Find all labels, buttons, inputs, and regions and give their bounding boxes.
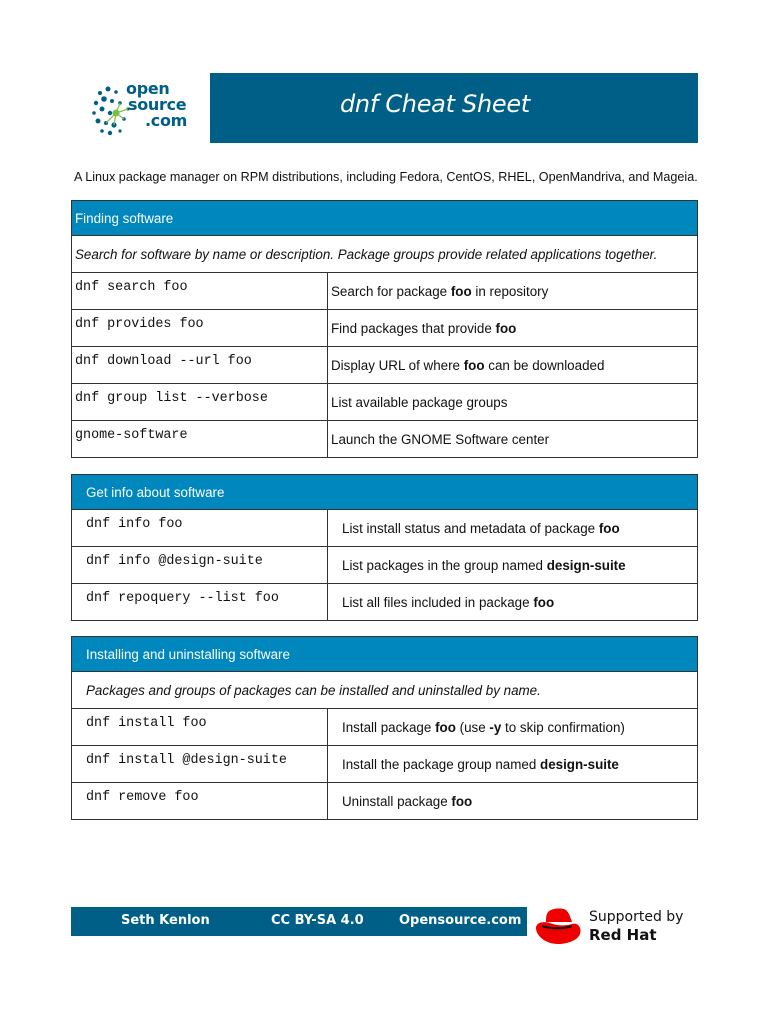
footer-license: CC BY-SA 4.0: [271, 913, 364, 928]
explanation-cell: Launch the GNOME Software center: [328, 421, 698, 458]
footer-author: Seth Kenlon: [121, 913, 210, 928]
section-get-info: [71, 474, 698, 621]
explanation-cell: Install the package group named design-suite: [328, 746, 698, 783]
table-row: [72, 709, 698, 746]
footer-site: Opensource.com: [399, 913, 522, 928]
table-row: [72, 310, 698, 347]
section-title: Get info about software: [72, 475, 698, 510]
opensource-logo: [70, 73, 210, 143]
page-title: dnf Cheat Sheet: [340, 90, 530, 118]
supported-by-redhat: [589, 909, 683, 944]
explanation-cell: Search for package foo in repository: [328, 273, 698, 310]
table-row: [72, 347, 698, 384]
explanation-cell: List packages in the group named design-suite: [328, 547, 698, 584]
explanation-cell: List install status and metadata of package foo: [328, 510, 698, 547]
table-row: [72, 384, 698, 421]
command-cell: dnf remove foo: [72, 783, 328, 820]
section-installing: [71, 636, 698, 820]
table-row: [72, 510, 698, 547]
logo-wordmark: [126, 81, 187, 129]
command-cell: dnf install @design-suite: [72, 746, 328, 783]
explanation-cell: List available package groups: [328, 384, 698, 421]
section-description: Search for software by name or description. Package groups provide related applications together.: [72, 236, 698, 273]
table-row: [72, 273, 698, 310]
redhat-wordmark: Red Hat: [589, 926, 657, 944]
table-row: [72, 746, 698, 783]
explanation-cell: Install package foo (use -y to skip confirmation): [328, 709, 698, 746]
explanation-cell: Uninstall package foo: [328, 783, 698, 820]
footer-bar: [71, 907, 527, 936]
table-row: [72, 421, 698, 458]
command-cell: dnf info @design-suite: [72, 547, 328, 584]
section-finding-software: [71, 200, 698, 458]
table-row: [72, 783, 698, 820]
section-title: Finding software: [72, 201, 698, 236]
explanation-cell: Find packages that provide foo: [328, 310, 698, 347]
table-row: [72, 584, 698, 621]
command-cell: dnf install foo: [72, 709, 328, 746]
command-cell: dnf search foo: [72, 273, 328, 310]
table-row: [72, 547, 698, 584]
logo-line-3: .com: [145, 111, 188, 130]
command-cell: gnome-software: [72, 421, 328, 458]
redhat-logo-icon: [534, 906, 584, 948]
supported-by-label: Supported by: [589, 909, 684, 925]
command-cell: dnf repoquery --list foo: [72, 584, 328, 621]
command-cell: dnf provides foo: [72, 310, 328, 347]
logo-line-2: source: [128, 95, 187, 114]
section-title: Installing and uninstalling software: [72, 637, 698, 672]
explanation-cell: Display URL of where foo can be downloaded: [328, 347, 698, 384]
command-cell: dnf group list --verbose: [72, 384, 328, 421]
explanation-cell: List all files included in package foo: [328, 584, 698, 621]
header-banner: [70, 73, 698, 143]
command-cell: dnf download --url foo: [72, 347, 328, 384]
logo-line-1: open: [126, 79, 170, 98]
command-cell: dnf info foo: [72, 510, 328, 547]
intro-text: A Linux package manager on RPM distributions, including Fedora, CentOS, RHEL, OpenMandriva, and Mageia.: [74, 170, 698, 184]
section-description: Packages and groups of packages can be installed and uninstalled by name.: [72, 672, 698, 709]
